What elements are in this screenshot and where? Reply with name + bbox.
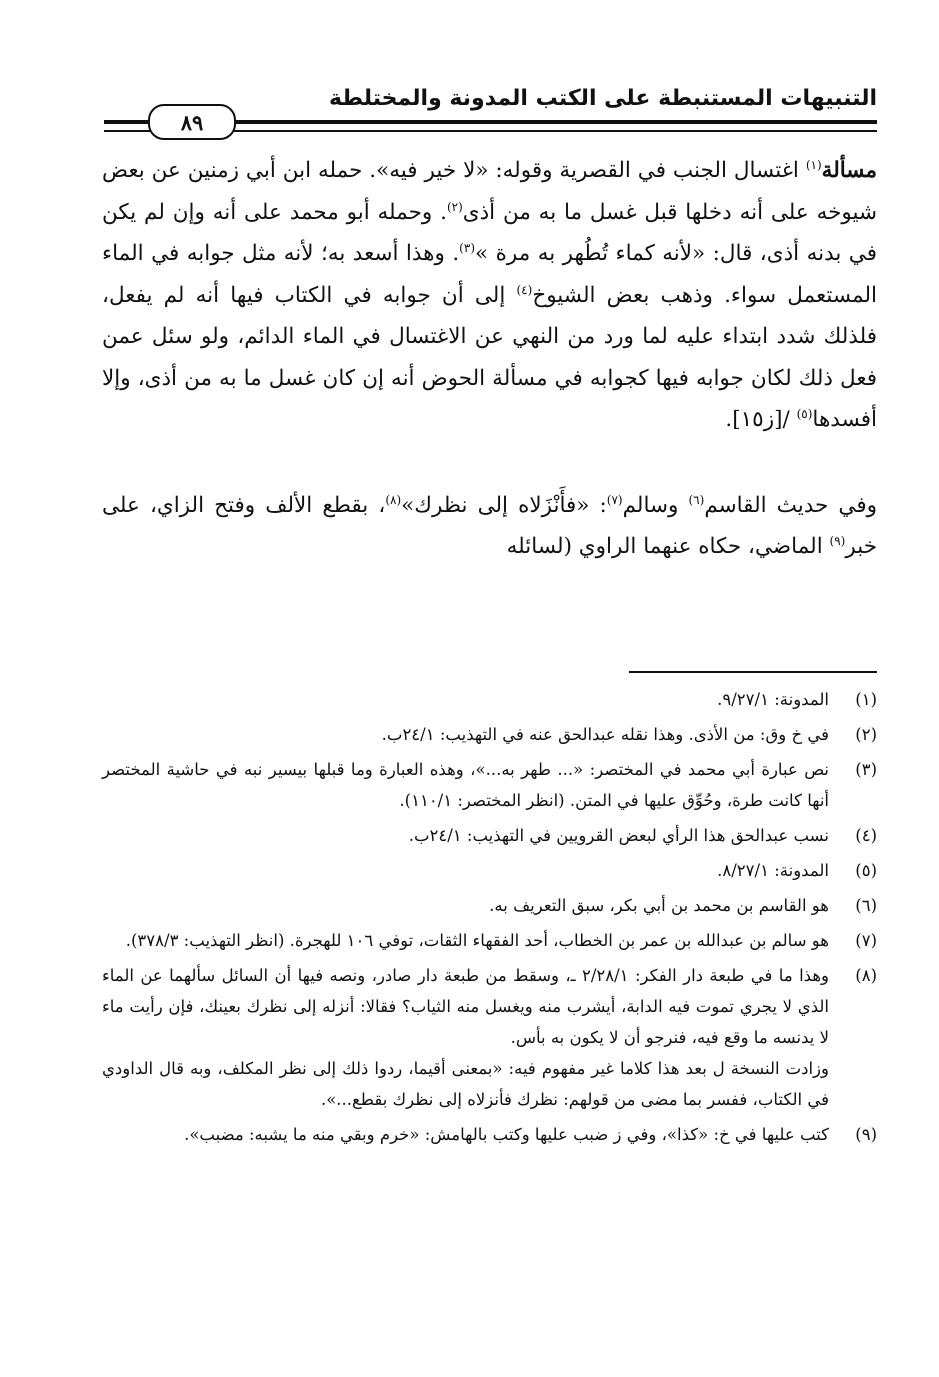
footnote (102, 820, 877, 851)
footnote-text: المدونة: ٨/٢٧/١. (717, 861, 829, 880)
footnote-text: هو سالم بن عبدالله بن عمر بن الخطاب، أحد الفقهاء الثقات، توفي ١٠٦ للهجرة. (انظر التهذيب: ٣٧٨/٣). (125, 931, 829, 950)
footnote-text: هو القاسم بن محمد بن أبي بكر، سبق التعريف به. (489, 896, 829, 915)
footnote-number: (٣) (855, 760, 877, 779)
footnote-number: (٥) (855, 861, 877, 880)
footnote (102, 925, 877, 956)
masala-heading: مسألة (821, 158, 877, 183)
footnote (102, 754, 877, 816)
footnote (102, 1119, 877, 1150)
text-run: اغتسال الجنب في القصرية وقوله: «لا خير فيه». حمله ابن أبي زمنين عن بعض شيوخه على أنه دخلها قبل غسل ما به من أذى (102, 158, 877, 225)
text-run: إلى أن جوابه في الكتاب فيها أنه لم يفعل، فلذلك شدد ابتداء عليه لما ورد من النهي عن الاغتسال في الماء الدائم، ولو سئل عمن فعل ذلك لكان جوابه فيها كجوابه في مسألة الحوض أنه إن كان غسل ما به من أذى، وإلا أفسدها (102, 282, 877, 432)
paragraph-gap (102, 441, 877, 485)
footnote-ref: (٧) (606, 492, 623, 507)
footnote-number: (٢) (855, 725, 877, 744)
footnote-number: (٨) (855, 966, 877, 985)
footnote-ref: (٣) (459, 240, 475, 255)
footnotes (102, 684, 877, 1154)
footnote-number: (٦) (855, 896, 877, 915)
footnote-number: (٩) (855, 1125, 877, 1144)
footnote-ref: (٦) (688, 492, 705, 507)
page-number: ٨٩ (148, 104, 236, 140)
footnote-text: المدونة: ٩/٢٧/١. (717, 690, 829, 709)
footnote (102, 960, 877, 1115)
paragraph-hadith (102, 485, 877, 568)
footnote-separator (629, 671, 877, 673)
footnote-text: نسب عبدالحق هذا الرأي لبعض القرويين في التهذيب: ٢٤/١ب. (408, 826, 829, 845)
footnote-text: وهذا ما في طبعة دار الفكر: ٢/٢٨/١ ـ، وسقط من طبعة دار صادر، ونصه فيها أن السائل سألهما عن الماء الذي لا يجري تموت فيه الدابة، أيشرب منه ويغسل منه الثياب؟ فقالا: أنزله إلى نظرك بعينك، فإن رأيت ماء لا يدنسه ما وقع فيه، فنرجو أن لا يكون به بأس. (102, 966, 829, 1047)
footnote-ref: (١) (805, 157, 822, 172)
text-run: . وهذا أسعد به؛ لأنه مثل جوابه في الماء المستعمل سواء. وذهب بعض الشيوخ (102, 241, 877, 308)
footnote-ref: (٩) (829, 533, 846, 548)
footnote-number: (١) (855, 690, 877, 709)
text-run: ، بقطع الألف وفتح الزاي، على خبر (102, 492, 877, 559)
footnote (102, 684, 877, 715)
footnote-number: (٧) (855, 931, 877, 950)
paragraph-masala (102, 150, 877, 441)
footnote-text: نص عبارة أبي محمد في المختصر: «... طهر به...»، وهذه العبارة وما قبلها بيسير نبه في حاشية المختصر أنها كانت طرة، وحُوِّق عليها في المتن. (انظر المختصر: ١١٠/١). (102, 760, 829, 810)
footnote-ref: (٢) (446, 199, 463, 214)
footnote (102, 890, 877, 921)
text-run: : «فأَنْزَلاه إلى نظرك» (401, 492, 607, 518)
footnote-ref: (٥) (796, 406, 813, 421)
running-header-title: التنبيهات المستنبطة على الكتب المدونة والمختلطة (328, 86, 877, 111)
text-run: /[ز١٥]. (725, 407, 797, 432)
text-run: الماضي، حكاه عنهما الراوي (لسائله (506, 534, 830, 559)
footnote-text: كتب عليها في خ: «كذا»، وفي ز ضبب عليها وكتب بالهامش: «خرم وبقي منه ما يشبه: مضبب». (184, 1125, 829, 1144)
footnote-number: (٤) (855, 826, 877, 845)
footnote-text: في خ وق: من الأذى. وهذا نقله عبدالحق عنه في التهذيب: ٢٤/١ب. (381, 725, 829, 744)
footnote (102, 855, 877, 886)
main-text (102, 150, 877, 568)
footnote-ref: (٤) (516, 282, 533, 297)
text-run: وفي حديث القاسم (704, 492, 877, 518)
footnote (102, 719, 877, 750)
footnote-ref: (٨) (385, 492, 402, 507)
footnote-text: وزادت النسخة ل بعد هذا كلاما غير مفهوم فيه: «بمعنى أقيما، ردوا ذلك إلى نظر المكلف، وبه قال الداودي في الكتاب، ففسر بما مضى من قولهم: نظرك فأنزلاه إلى نظرك بقطع...». (102, 1059, 829, 1109)
text-run: . وحمله أبو محمد على أنه وإن لم يكن في بدنه أذى، قال: «لأنه كماء تُطُهر به مرة » (102, 199, 877, 266)
text-run: وسالم (622, 492, 689, 518)
